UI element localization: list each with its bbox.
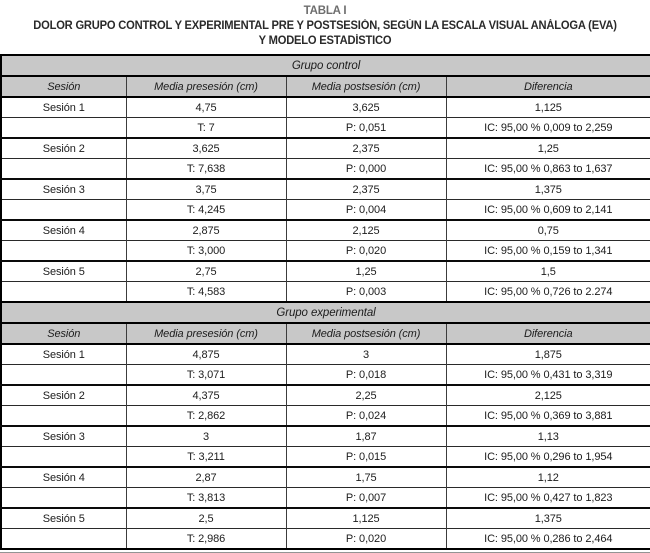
cell-p: P: 0,020 xyxy=(286,241,446,262)
cell-diff: 1,25 xyxy=(446,138,650,159)
cell-empty xyxy=(1,159,126,180)
cell-post: 1,25 xyxy=(286,261,446,282)
table-row xyxy=(1,241,650,262)
cell-empty xyxy=(1,447,126,468)
cell-session: Sesión 1 xyxy=(1,344,126,365)
statistics-table xyxy=(0,54,650,550)
table-caption-line2: Y MODELO ESTADÍSTICO xyxy=(258,35,392,47)
cell-p: P: 0,007 xyxy=(286,488,446,509)
cell-diff: 1,13 xyxy=(446,426,650,447)
cell-p: P: 0,000 xyxy=(286,159,446,180)
cell-empty xyxy=(1,365,126,386)
table-row xyxy=(1,426,650,447)
table-row xyxy=(1,406,650,427)
cell-ic: IC: 95,00 % 0,159 to 1,341 xyxy=(446,241,650,262)
cell-diff: 2,125 xyxy=(446,385,650,406)
table-row xyxy=(1,488,650,509)
cell-session: Sesión 4 xyxy=(1,467,126,488)
cell-session: Sesión 1 xyxy=(1,97,126,118)
table-row xyxy=(1,138,650,159)
cell-pre: 4,875 xyxy=(126,344,286,365)
cell-empty xyxy=(1,200,126,221)
cell-t: T: 7 xyxy=(126,118,286,139)
cell-post: 2,375 xyxy=(286,179,446,200)
table-row xyxy=(1,467,650,488)
cell-session: Sesión 4 xyxy=(1,220,126,241)
cell-ic: IC: 95,00 % 0,296 to 1,954 xyxy=(446,447,650,468)
column-header-row xyxy=(1,323,650,344)
column-header-diferencia: Diferencia xyxy=(446,76,650,97)
column-header-media-presesion: Media presesión (cm) xyxy=(126,76,286,97)
table-title xyxy=(0,0,650,49)
table-row xyxy=(1,365,650,386)
table-row xyxy=(1,118,650,139)
cell-p: P: 0,015 xyxy=(286,447,446,468)
cell-t: T: 2,986 xyxy=(126,529,286,550)
cell-pre: 3,625 xyxy=(126,138,286,159)
cell-ic: IC: 95,00 % 0,726 to 2.274 xyxy=(446,282,650,303)
cell-t: T: 7,638 xyxy=(126,159,286,180)
table-row xyxy=(1,97,650,118)
cell-diff: 0,75 xyxy=(446,220,650,241)
cell-diff: 1,875 xyxy=(446,344,650,365)
column-header-media-postsesion: Media postsesión (cm) xyxy=(286,323,446,344)
column-header-sesion: Sesión xyxy=(1,323,126,344)
cell-pre: 4,375 xyxy=(126,385,286,406)
column-header-diferencia: Diferencia xyxy=(446,323,650,344)
cell-pre: 2,5 xyxy=(126,508,286,529)
cell-diff: 1,375 xyxy=(446,508,650,529)
cell-empty xyxy=(1,282,126,303)
table-row xyxy=(1,220,650,241)
cell-p: P: 0,003 xyxy=(286,282,446,303)
table-row xyxy=(1,282,650,303)
cell-t: T: 3,211 xyxy=(126,447,286,468)
cell-empty xyxy=(1,241,126,262)
cell-diff: 1,375 xyxy=(446,179,650,200)
group-band-label: Grupo control xyxy=(1,55,650,76)
column-header-sesion: Sesión xyxy=(1,76,126,97)
group-band-control xyxy=(1,55,650,76)
cell-p: P: 0,051 xyxy=(286,118,446,139)
cell-session: Sesión 2 xyxy=(1,385,126,406)
cell-t: T: 2,862 xyxy=(126,406,286,427)
cell-post: 1,125 xyxy=(286,508,446,529)
cell-empty xyxy=(1,406,126,427)
table-row xyxy=(1,529,650,550)
cell-t: T: 3,813 xyxy=(126,488,286,509)
cell-diff: 1,5 xyxy=(446,261,650,282)
group-band-experimental xyxy=(1,302,650,323)
cell-p: P: 0,004 xyxy=(286,200,446,221)
table-row xyxy=(1,508,650,529)
cell-session: Sesión 2 xyxy=(1,138,126,159)
cell-ic: IC: 95,00 % 0,369 to 3,881 xyxy=(446,406,650,427)
cell-post: 1,75 xyxy=(286,467,446,488)
cell-post: 2,25 xyxy=(286,385,446,406)
column-header-media-presesion: Media presesión (cm) xyxy=(126,323,286,344)
cell-session: Sesión 5 xyxy=(1,261,126,282)
cell-empty xyxy=(1,488,126,509)
table-row xyxy=(1,447,650,468)
cell-post: 2,125 xyxy=(286,220,446,241)
table-caption-line1: DOLOR GRUPO CONTROL Y EXPERIMENTAL PRE Y POSTSESIÓN, SEGÚN LA ESCALA VISUAL ANÁLOGA (EVA) xyxy=(33,20,617,32)
cell-ic: IC: 95,00 % 0,863 to 1,637 xyxy=(446,159,650,180)
table-row xyxy=(1,261,650,282)
cell-pre: 3,75 xyxy=(126,179,286,200)
table-row xyxy=(1,385,650,406)
cell-post: 1,87 xyxy=(286,426,446,447)
cell-pre: 2,75 xyxy=(126,261,286,282)
cell-pre: 3 xyxy=(126,426,286,447)
cell-t: T: 4,583 xyxy=(126,282,286,303)
cell-t: T: 3,071 xyxy=(126,365,286,386)
cell-empty xyxy=(1,529,126,550)
cell-p: P: 0,024 xyxy=(286,406,446,427)
table-row xyxy=(1,200,650,221)
cell-post: 3,625 xyxy=(286,97,446,118)
cell-diff: 1,125 xyxy=(446,97,650,118)
cell-p: P: 0,018 xyxy=(286,365,446,386)
table-row xyxy=(1,159,650,180)
cell-p: P: 0,020 xyxy=(286,529,446,550)
cell-t: T: 3,000 xyxy=(126,241,286,262)
cell-ic: IC: 95,00 % 0,286 to 2,464 xyxy=(446,529,650,550)
cell-pre: 4,75 xyxy=(126,97,286,118)
cell-pre: 2,87 xyxy=(126,467,286,488)
table-number: TABLA I xyxy=(303,5,347,17)
cell-session: Sesión 3 xyxy=(1,426,126,447)
cell-session: Sesión 5 xyxy=(1,508,126,529)
cell-session: Sesión 3 xyxy=(1,179,126,200)
cell-pre: 2,875 xyxy=(126,220,286,241)
cell-ic: IC: 95,00 % 0,431 to 3,319 xyxy=(446,365,650,386)
cell-ic: IC: 95,00 % 0,427 to 1,823 xyxy=(446,488,650,509)
cell-post: 2,375 xyxy=(286,138,446,159)
table-row xyxy=(1,179,650,200)
column-header-row xyxy=(1,76,650,97)
cell-diff: 1,12 xyxy=(446,467,650,488)
cell-post: 3 xyxy=(286,344,446,365)
column-header-media-postsesion: Media postsesión (cm) xyxy=(286,76,446,97)
cell-empty xyxy=(1,118,126,139)
cell-t: T: 4,245 xyxy=(126,200,286,221)
cell-ic: IC: 95,00 % 0,609 to 2,141 xyxy=(446,200,650,221)
group-band-label: Grupo experimental xyxy=(1,302,650,323)
table-row xyxy=(1,344,650,365)
cell-ic: IC: 95,00 % 0,009 to 2,259 xyxy=(446,118,650,139)
